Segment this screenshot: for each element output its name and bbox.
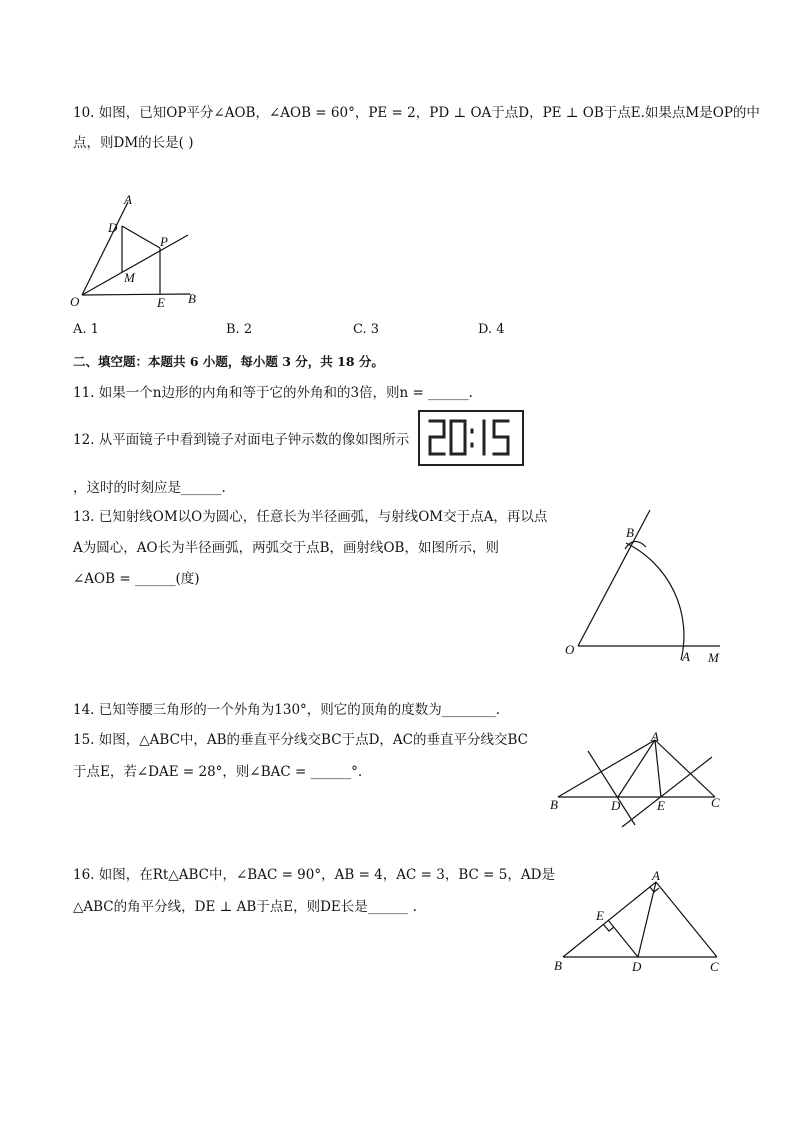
ray-op — [82, 235, 188, 295]
q10-figure — [60, 190, 210, 315]
segment-ae — [655, 740, 661, 797]
q10-option-b: B. 2 — [226, 322, 253, 337]
label-p: P — [160, 234, 168, 249]
perp-bisector-ab — [588, 751, 635, 825]
label-a: A — [652, 868, 660, 883]
side-ab — [563, 882, 656, 957]
segment-pd — [122, 226, 160, 248]
q13-line1: 13. 已知射线OM以O为圆心，任意长为半径画弧，与射线OM交于点A，再以点 — [73, 509, 548, 525]
segment-ad — [638, 882, 656, 957]
q13-line3: ∠AOB = ______(度) — [73, 571, 200, 587]
label-c: C — [711, 795, 720, 810]
q10-option-d: D. 4 — [478, 322, 505, 337]
arc-centered-o — [626, 543, 684, 660]
label-b: B — [188, 291, 196, 306]
segment-ad — [618, 740, 655, 797]
label-b: B — [626, 525, 634, 540]
q14-text: 14. 已知等腰三角形的一个外角为130°，则它的顶角的度数为________. — [73, 702, 501, 718]
label-d: D — [632, 959, 642, 974]
q10-line2: 点，则DM的长是( ) — [73, 135, 194, 151]
q10-option-a: A. 1 — [73, 322, 99, 337]
side-ac — [655, 740, 715, 797]
q16-line1: 16. 如图，在Rt△ABC中，∠BAC = 90°，AB = 4，AC = 3，BC = 5，AD是 — [73, 867, 555, 883]
label-d: D — [108, 220, 118, 235]
q15-line1: 15. 如图，△ABC中，AB的垂直平分线交BC于点D，AC的垂直平分线交BC — [73, 732, 528, 748]
label-a: A — [682, 649, 690, 664]
label-e: E — [657, 798, 665, 813]
label-a: A — [124, 192, 132, 207]
label-m: M — [124, 270, 135, 285]
q13-line2: A为圆心，AO长为半径画弧，两弧交于点B，画射线OB，如图所示，则 — [73, 540, 499, 556]
label-o: O — [70, 294, 80, 309]
label-d: D — [611, 798, 621, 813]
q10-option-c: C. 3 — [353, 322, 380, 337]
label-c: C — [710, 959, 719, 974]
label-b: B — [554, 958, 562, 973]
q11-text: 11. 如果一个n边形的内角和等于它的外角和的3倍，则n = ______. — [73, 385, 473, 401]
label-m: M — [708, 650, 719, 665]
label-e: E — [157, 295, 165, 310]
q16-figure — [548, 862, 733, 977]
q16-line2: △ABC的角平分线，DE ⊥ AB于点E，则DE长是______ . — [73, 899, 417, 915]
segment-de — [608, 920, 638, 957]
label-o: O — [565, 642, 575, 657]
clock-digits — [420, 412, 522, 464]
ray-ob — [82, 294, 190, 295]
side-ab — [558, 740, 655, 797]
ray-oa — [82, 202, 128, 295]
q12-line2: ，这时的时刻应是______. — [73, 480, 226, 496]
perp-bisector-ac — [622, 757, 712, 827]
ray-ob — [578, 510, 650, 646]
q12-line1: 12. 从平面镜子中看到镜子对面电子钟示数的像如图所示 — [73, 432, 410, 448]
label-a: A — [651, 729, 659, 744]
q15-line2: 于点E，若∠DAE = 28°，则∠BAC = ______°. — [73, 764, 363, 780]
q10-line1: 10. 如图，已知OP平分∠AOB，∠AOB = 60°，PE = 2，PD ⊥ OA于点D，PE ⊥ OB于点E.如果点M是OP的中 — [73, 105, 760, 121]
q13-figure — [560, 505, 735, 670]
side-ac — [656, 882, 717, 957]
label-b: B — [550, 797, 558, 812]
label-e: E — [596, 908, 604, 923]
mirror-clock-image — [418, 410, 524, 466]
section-2-heading: 二、填空题：本题共 6 小题，每小题 3 分，共 18 分。 — [73, 354, 384, 369]
q15-figure — [540, 725, 730, 835]
